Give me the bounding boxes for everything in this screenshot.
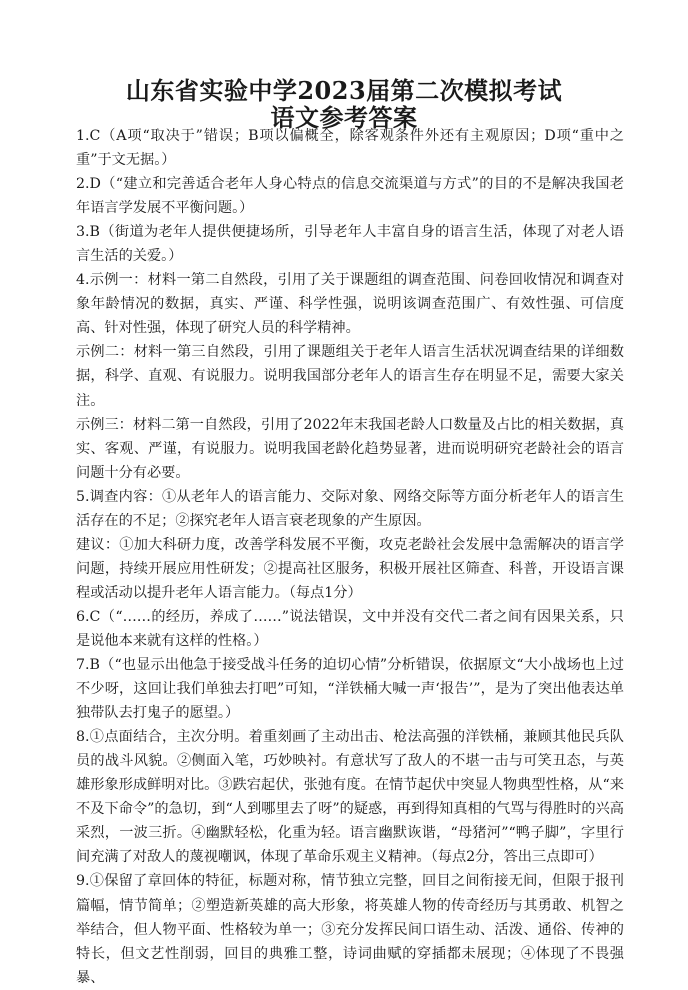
- answer-7: 7.B（“也显示出他急于接受战斗任务的迫切心情”分析错误，依据原文“大小战场也上过不少呀，这回让我们单独去打吧”可知，“洋铁桶大喊一声‘报告’”，是为了突出他表达单独带队去打鬼子的愿望。）: [76, 657, 624, 722]
- answer-3: 3.B（街道为老年人提供便捷场所，引导老年人丰富自身的语言生活，体现了对老人语言生活的关爱。）: [76, 224, 624, 265]
- answer-4-example-3: 示例三：材料二第一自然段，引用了2022年末我国老龄人口数量及占比的相关数据，真实、客观、严谨，有说服力。说明我国老龄化趋势显著，进而说明研究老龄社会的语言问题十分有必要。: [76, 416, 624, 481]
- answer-2: 2.D（“建立和完善适合老年人身心特点的信息交流渠道与方式”的目的不是解决我国老年语言学发展不平衡问题。）: [76, 176, 624, 217]
- answer-6: 6.C（“……的经历，养成了……”说法错误，文中并没有交代二者之间有因果关系，只是说他本来就有这样的性格。）: [76, 608, 624, 649]
- answer-4-example-1: 4.示例一：材料一第二自然段，引用了关于课题组的调查范围、问卷回收情况和调查对象年龄情况的数据，真实、严谨、科学性强，说明该调查范围广、有效性强、可信度高、针对性强，体现了研究人员的科学精神。: [76, 272, 624, 337]
- answer-body: [76, 124, 624, 990]
- document-title: 山东省实验中学2023届第二次模拟考试: [125, 76, 563, 105]
- answer-4-example-2: 示例二：材料一第三自然段，引用了课题组关于老年人语言生活状况调查结果的详细数据，科学、直观、有说服力。说明我国部分老年人的语言生存在明显不足，需要大家关注。: [76, 344, 624, 409]
- document-subtitle: 语文参考答案: [270, 103, 418, 132]
- answer-5-suggestion: 建议：①加大科研力度，改善学科发展不平衡，攻克老龄社会发展中急需解决的语言学问题，持续开展应用性研发；②提高社区服务，积极开展社区筛查、科普，开设语言课程或活动以提升老年人语言能力。（每点1分）: [76, 536, 624, 601]
- answer-8: 8.①点面结合，主次分明。着重刻画了主动出击、枪法高强的洋铁桶，兼顾其他民兵队员的战斗风貌。②侧面入笔，巧妙映衬。有意状写了敌人的不堪一击与可笑丑态，与英雄形象形成鲜明对比。③跌宕起伏，张弛有度。在情节起伏中突显人物典型性格，从“来不及下命令”的急切，到“人到哪里去了呀”的疑惑，再到得知真相的气骂与得胜时的兴高采烈，一波三折。④幽默轻松，化重为轻。语言幽默诙谐，“母猪河”“鸭子脚”，字里行间充满了对敌人的蔑视嘲讽，体现了革命乐观主义精神。（每点2分，答出三点即可）: [76, 729, 624, 866]
- answer-1: 1.C（A项“取决于”错误；B项以偏概全，除客观条件外还有主观原因；D项“重中之重”于文无据。）: [76, 128, 624, 169]
- answer-5-content: 5.调查内容：①从老年人的语言能力、交际对象、网络交际等方面分析老年人的语言生活存在的不足；②探究老年人语言衰老现象的产生原因。: [76, 488, 624, 529]
- answer-9: 9.①保留了章回体的特征，标题对称，情节独立完整，回目之间衔接无间，但限于报刊篇幅，情节简单；②塑造新英雄的高大形象，将英雄人物的传奇经历与其勇敢、机智之举结合，但人物平面、性格较为单一；③充分发挥民间口语生动、活泼、通俗、传神的特长，但文艺性削弱，回目的典雅工整，诗词曲赋的穿插都未展现；④体现了不畏强暴、: [76, 873, 624, 986]
